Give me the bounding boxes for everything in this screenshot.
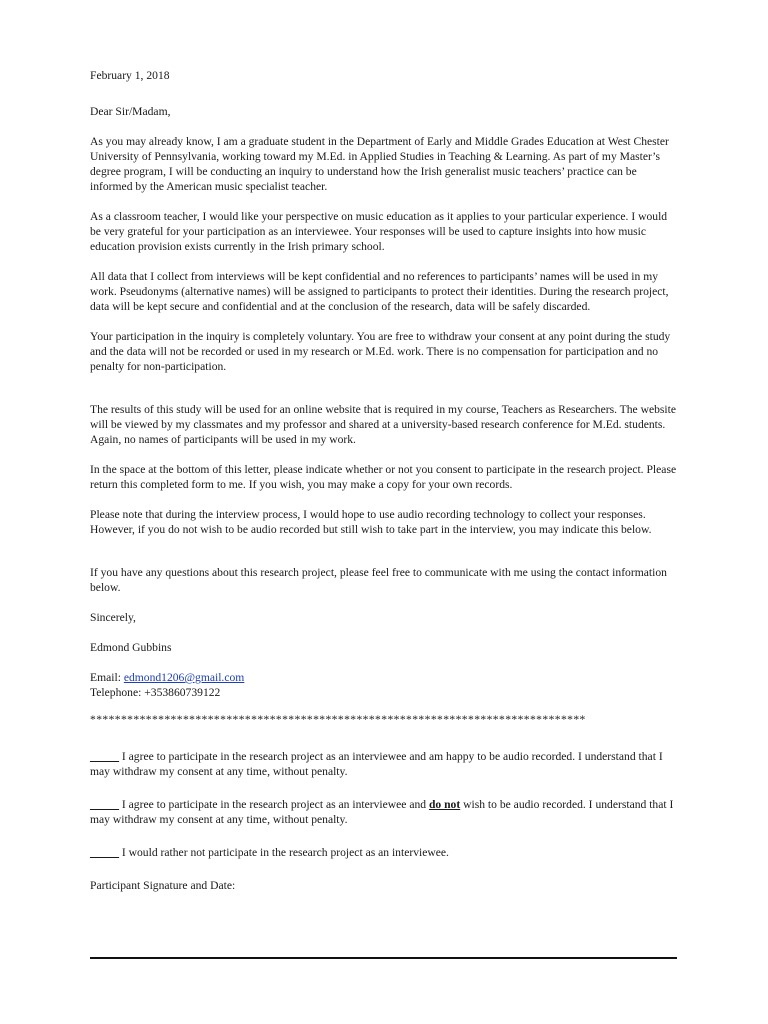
paragraph-questions: If you have any questions about this research project, please feel free to communicate with me using the contact information below. <box>90 566 667 594</box>
consent-blank[interactable]: _____ <box>90 846 119 859</box>
separator-stars: ******************************************************************************** <box>90 713 586 726</box>
paragraph-perspective: As a classroom teacher, I would like your perspective on music education as it applies to your particular experience. I would be very grateful for your participation as an interviewee. Your responses will be used to capture insights into how music education provision exists currently in the Irish primary school. <box>90 210 668 253</box>
emphasis-do-not: do not <box>428 798 461 811</box>
consent-text: I agree to participate in the research project as an interviewee and <box>118 798 429 811</box>
telephone-line: Telephone: +353860739122 <box>90 686 221 699</box>
consent-blank[interactable]: _____ <box>90 798 119 811</box>
signature-label: Participant Signature and Date: <box>90 879 236 892</box>
paragraph-consent-instructions: In the space at the bottom of this letter, please indicate whether or not you consent to participate in the research project. Please return this completed form to me. If you wish, you may make a copy for your own records. <box>90 463 677 491</box>
consent-text: I agree to participate in the research project as an interviewee and am happy to be audio recorded. I understand that I may withdraw my consent at any time, without penalty. <box>90 750 663 778</box>
paragraph-audio: Please note that during the interview process, I would hope to use audio recording technology to collect your responses. However, if you do not wish to be audio recorded but still wish to take part in the interview, you may indicate this below. <box>90 508 652 536</box>
consent-option-decline <box>90 845 678 860</box>
email-label: Email: <box>90 671 124 684</box>
email-link[interactable]: edmond1206@gmail.com <box>123 671 245 684</box>
paragraph-voluntary: Your participation in the inquiry is completely voluntary. You are free to withdraw your consent at any point during the study and the data will not be recorded or used in my research or M.Ed. work. There is no compensation for participation and no penalty for non-participation. <box>90 330 671 373</box>
consent-option-audio <box>90 749 678 779</box>
signature-line[interactable] <box>90 957 677 959</box>
consent-option-no-audio <box>90 797 678 827</box>
consent-blank[interactable]: _____ <box>90 750 119 763</box>
letter-date: February 1, 2018 <box>90 69 170 82</box>
signer-name: Edmond Gubbins <box>90 641 172 654</box>
closing: Sincerely, <box>90 611 136 624</box>
salutation: Dear Sir/Madam, <box>90 105 171 118</box>
paragraph-results: The results of this study will be used for an online website that is required in my course, Teachers as Researchers. The website will be viewed by my classmates and my professor and shared at a university-based research conference for M.Ed. students. Again, no names of participants will be used in my work. <box>90 403 677 446</box>
consent-text: wish to be audio recorded. I understand that I may withdraw my consent at any time, without penalty. <box>90 798 674 826</box>
consent-text: I would rather not participate in the research project as an interviewee. <box>118 846 449 859</box>
paragraph-confidentiality: All data that I collect from interviews will be kept confidential and no references to participants’ names will be used in my work. Pseudonyms (alternative names) will be assigned to participants to protect their identities. During the research project, data will be kept secure and confidential and at the conclusion of the research, data will be safely discarded. <box>90 270 669 313</box>
email-line <box>90 670 678 685</box>
paragraph-intro: As you may already know, I am a graduate student in the Department of Early and Middle Grades Education at West Chester University of Pennsylvania, working toward my M.Ed. in Applied Studies in Teaching & Learning. As part of my Master’s degree program, I will be conducting an inquiry to understand how the Irish generalist music teachers’ practice can be informed by the American music specialist teacher. <box>90 135 669 193</box>
